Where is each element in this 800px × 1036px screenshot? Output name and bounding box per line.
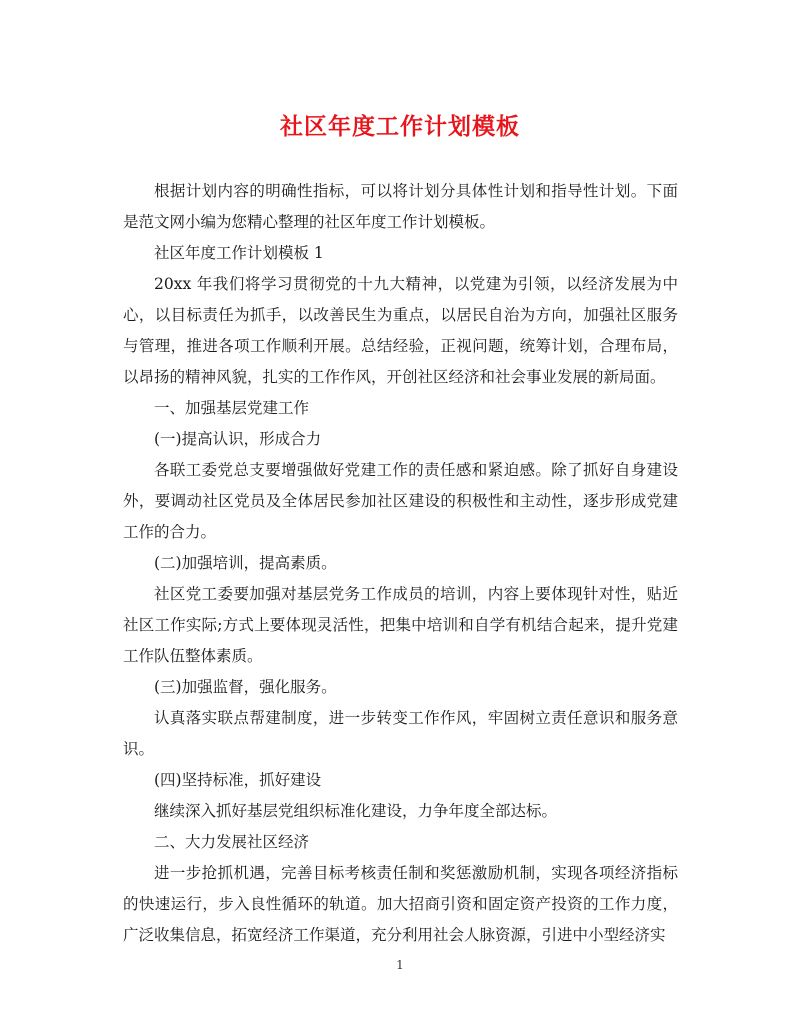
section-heading-2: 二、大力发展社区经济: [154, 833, 310, 851]
paragraph-1-1: 各联工委党总支要增强做好党建工作的责任感和紧迫感。除了抓好自身建设外，要调动社区党员及全体居民参加社区建设的积极性和主动性，逐步形成党建工作的合力。: [123, 461, 678, 541]
subheading-1-1: (一)提高认识，形成合力: [154, 430, 322, 448]
document-body: [123, 176, 678, 951]
paragraph-overview: 20xx 年我们将学习贯彻党的十九大精神，以党建为引领，以经济发展为中心，以目标责任为抓手，以改善民生为重点，以居民自治为方向，加强社区服务与管理，推进各项工作顺利开展。总结经验，正视问题，统筹计划，合理布局，以昂扬的精神风貌，扎实的工作作风，开创社区经济和社会事业发展的新局面。: [123, 275, 678, 386]
paragraph-2: 进一步抢抓机遇，完善目标考核责任制和奖惩激励机制，实现各项经济指标的快速运行，步入良性循环的轨道。加大招商引资和固定资产投资的工作力度，广泛收集信息，拓宽经济工作渠道，充分利用社会人脉资源，引进中小型经济实: [123, 864, 678, 944]
section-heading-1: 一、加强基层党建工作: [154, 399, 310, 417]
document-title: 社区年度工作计划模板: [280, 113, 520, 140]
subheading-1-3: (三)加强监督，强化服务。: [154, 678, 337, 696]
subheading-1-2: (二)加强培训，提高素质。: [154, 554, 337, 572]
paragraph-1-4: 继续深入抓好基层党组织标准化建设，力争年度全部达标。: [154, 802, 558, 820]
paragraph-1-3: 认真落实联点帮建制度，进一步转变工作作风，牢固树立责任意识和服务意识。: [123, 709, 678, 758]
template-heading: 社区年度工作计划模板 1: [154, 244, 324, 262]
paragraph-intro: 根据计划内容的明确性指标，可以将计划分具体性计划和指导性计划。下面是范文网小编为您精心整理的社区年度工作计划模板。: [123, 182, 678, 231]
paragraph-1-2: 社区党工委要加强对基层党务工作成员的培训，内容上要体现针对性，贴近社区工作实际;方式上要体现灵活性，把集中培训和自学有机结合起来，提升党建工作队伍整体素质。: [123, 585, 678, 665]
page-number: 1: [396, 958, 404, 972]
subheading-1-4: (四)坚持标准，抓好建设: [154, 771, 322, 789]
